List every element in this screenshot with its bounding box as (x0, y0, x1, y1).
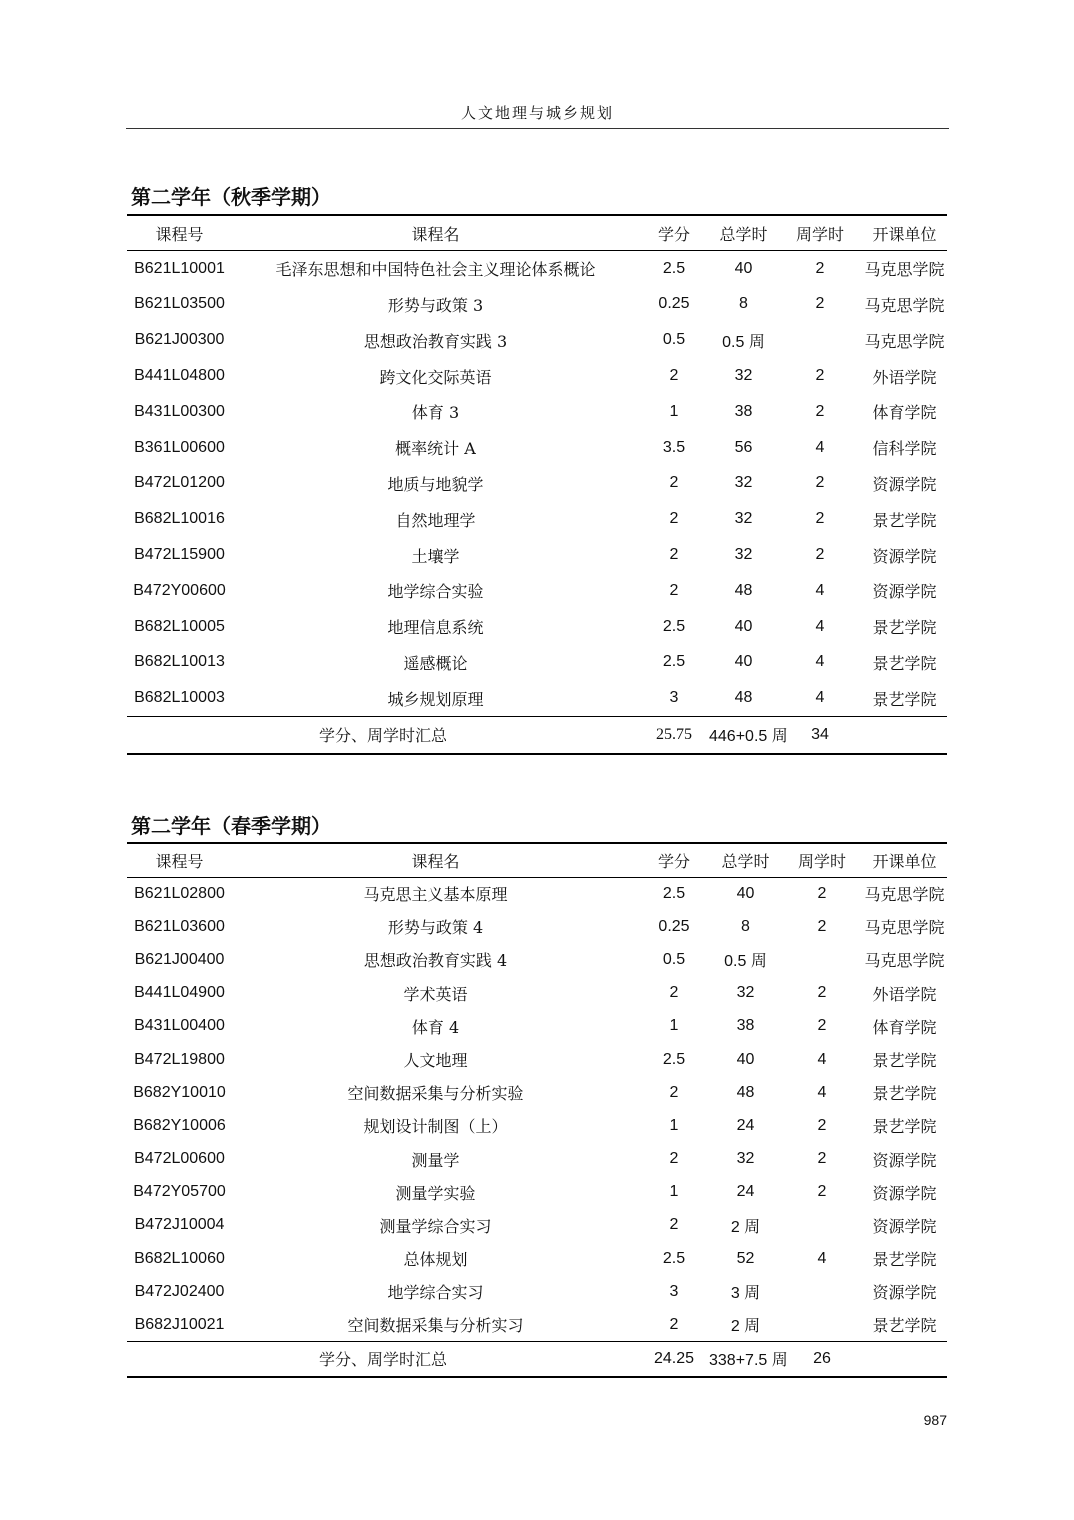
cell-weekly-hours (782, 943, 862, 976)
column-header-credits: 学分 (657, 851, 690, 871)
cell-course-code: B682Y10006 (133, 1116, 226, 1134)
cell-weekly-hours: 2 (817, 884, 827, 902)
cell-course-code: B472J02400 (134, 1282, 225, 1300)
column-header-weekly-hours: 周学时 (797, 851, 846, 871)
table-row (127, 1076, 947, 1109)
cell-total-hours: 8 (739, 295, 748, 313)
cell-total-hours: 32 (734, 546, 753, 564)
cell-department: 马克思学院 (864, 295, 945, 315)
table-header-row (127, 843, 947, 877)
table-row (127, 251, 947, 287)
course-table-spring (127, 842, 947, 1378)
cell-department: 外语学院 (872, 984, 937, 1004)
cell-credits: 2 (669, 1216, 679, 1234)
total-weekly-hours: 26 (813, 1349, 831, 1367)
cell-course-name: 地质与地貌学 (387, 474, 484, 494)
cell-total-hours: 38 (734, 402, 753, 420)
table-row (127, 877, 947, 910)
cell-total-hours: 32 (734, 474, 753, 492)
cell-course-name: 空间数据采集与分析实验 (347, 1084, 524, 1104)
table-row (127, 1043, 947, 1076)
cell-department: 景艺学院 (872, 689, 937, 709)
cell-course-name: 思想政治教育实践 3 (363, 331, 508, 351)
cell-department: 马克思学院 (864, 885, 945, 905)
cell-course-name: 学术英语 (403, 984, 468, 1004)
column-header-credits: 学分 (657, 224, 690, 244)
section-title-spring: 第二学年（春季学期） (131, 814, 331, 838)
cell-credits: 2 (669, 367, 679, 385)
cell-credits: 0.5 (662, 950, 686, 968)
cell-credits: 2.5 (662, 1050, 686, 1068)
cell-course-name: 空间数据采集与分析实习 (347, 1316, 524, 1336)
cell-credits: 2 (669, 1315, 679, 1333)
cell-total-hours: 48 (734, 689, 753, 706)
table-row (127, 910, 947, 943)
cell-department: 马克思学院 (864, 260, 945, 280)
course-table-autumn (127, 214, 947, 755)
cell-department: 景艺学院 (872, 1316, 937, 1336)
column-header-course-name: 课程名 (411, 224, 460, 244)
cell-course-code: B682L10013 (134, 653, 225, 671)
column-header-department: 开课单位 (872, 851, 937, 871)
total-credits: 25.75 (656, 725, 692, 743)
cell-total-hours: 8 (741, 917, 750, 935)
cell-weekly-hours: 4 (815, 438, 825, 456)
cell-weekly-hours: 4 (815, 689, 825, 706)
cell-total-hours: 32 (736, 984, 755, 1002)
cell-weekly-hours: 2 (817, 984, 827, 1002)
cell-credits: 0.25 (658, 295, 690, 313)
cell-weekly-hours: 4 (815, 581, 825, 599)
cell-department: 景艺学院 (872, 1051, 937, 1071)
total-label: 学分、周学时汇总 (318, 1350, 447, 1370)
column-header-total-hours: 总学时 (719, 224, 768, 244)
table-row (127, 287, 947, 323)
cell-department: 体育学院 (872, 1017, 937, 1037)
table-row (127, 1143, 947, 1176)
cell-weekly-hours: 4 (817, 1249, 827, 1267)
cell-course-name: 测量学综合实习 (379, 1216, 492, 1236)
cell-total-hours: 38 (736, 1017, 755, 1035)
table-row (127, 1209, 947, 1242)
cell-course-code: B441L04900 (134, 984, 225, 1002)
total-row (127, 1342, 947, 1377)
table-row (127, 977, 947, 1010)
column-header-course-name: 课程名 (411, 851, 460, 871)
cell-total-hours: 0.5 周 (722, 333, 765, 351)
table-row (127, 466, 947, 502)
cell-credits: 2 (669, 546, 679, 564)
column-header-course-code: 课程号 (155, 851, 204, 871)
cell-credits: 1 (669, 1017, 679, 1035)
cell-course-code: B472L00600 (134, 1150, 225, 1168)
total-department (862, 716, 947, 754)
table-header-row (127, 215, 947, 251)
table-row (127, 430, 947, 466)
page-header: 人文地理与城乡规划 (126, 102, 949, 129)
cell-course-code: B621L03600 (134, 917, 225, 935)
cell-weekly-hours: 4 (817, 1050, 827, 1068)
cell-department: 资源学院 (872, 582, 937, 602)
cell-course-code: B682L10016 (134, 510, 225, 528)
table-row (127, 358, 947, 394)
cell-course-name: 地学综合实习 (387, 1283, 484, 1303)
cell-course-name: 地学综合实验 (387, 582, 484, 602)
cell-total-hours: 52 (736, 1249, 755, 1267)
cell-credits: 0.25 (658, 917, 690, 935)
cell-course-name: 概率统计 A (395, 439, 476, 459)
cell-course-code: B682Y10010 (133, 1083, 226, 1101)
cell-total-hours: 24 (736, 1183, 755, 1201)
cell-weekly-hours: 2 (815, 546, 825, 564)
cell-department: 资源学院 (872, 1150, 937, 1170)
cell-department: 外语学院 (872, 367, 937, 387)
cell-credits: 0.5 (662, 331, 686, 349)
cell-credits: 1 (669, 402, 679, 420)
cell-course-name: 土壤学 (411, 546, 460, 566)
cell-course-code: B472L15900 (134, 546, 225, 564)
cell-weekly-hours: 2 (817, 1017, 827, 1035)
cell-weekly-hours: 2 (817, 1183, 827, 1201)
table-row (127, 680, 947, 716)
table-row (127, 1242, 947, 1275)
cell-course-name: 测量学 (411, 1150, 460, 1170)
cell-weekly-hours: 4 (815, 617, 825, 635)
table-row (127, 1010, 947, 1043)
cell-department: 资源学院 (872, 1283, 937, 1303)
cell-course-name: 地理信息系统 (387, 618, 484, 638)
table-row (127, 501, 947, 537)
cell-total-hours: 40 (734, 653, 753, 671)
total-label: 学分、周学时汇总 (318, 726, 447, 746)
cell-total-hours: 40 (736, 884, 755, 902)
cell-credits: 2.5 (662, 617, 686, 635)
cell-total-hours: 32 (734, 367, 753, 385)
cell-department: 资源学院 (872, 1183, 937, 1203)
table-row (127, 1109, 947, 1142)
cell-course-code: B441L04800 (134, 367, 225, 385)
cell-department: 景艺学院 (872, 653, 937, 673)
cell-total-hours: 3 周 (730, 1285, 761, 1303)
cell-course-code: B472Y00600 (133, 581, 226, 599)
cell-department: 资源学院 (872, 1216, 937, 1236)
cell-course-code: B621L02800 (134, 884, 225, 902)
cell-total-hours: 40 (734, 617, 753, 635)
cell-course-code: B621L03500 (134, 295, 225, 313)
cell-weekly-hours: 2 (815, 510, 825, 528)
cell-course-name: 城乡规划原理 (387, 689, 484, 709)
table-row (127, 1275, 947, 1308)
column-header-department: 开课单位 (872, 224, 937, 244)
cell-weekly-hours (782, 1308, 862, 1341)
cell-department: 信科学院 (872, 439, 937, 459)
cell-total-hours: 56 (734, 438, 753, 456)
cell-course-name: 体育 4 (411, 1017, 460, 1037)
cell-credits: 2.5 (662, 653, 686, 671)
cell-weekly-hours: 4 (815, 653, 825, 671)
table-row (127, 943, 947, 976)
table-row (127, 1176, 947, 1209)
cell-course-code: B682L10060 (134, 1249, 225, 1267)
cell-course-code: B682L10005 (134, 617, 225, 635)
total-weekly-hours: 34 (811, 725, 829, 743)
table-body (127, 251, 947, 716)
cell-credits: 2 (669, 581, 679, 599)
cell-total-hours: 24 (736, 1116, 755, 1134)
column-header-course-code: 课程号 (155, 224, 204, 244)
cell-course-code: B472L19800 (134, 1050, 225, 1068)
cell-course-code: B621L10001 (134, 259, 225, 277)
cell-course-name: 跨文化交际英语 (379, 367, 492, 387)
total-hours: 338+7.5 周 (709, 1352, 788, 1370)
cell-credits: 3 (669, 689, 679, 706)
cell-weekly-hours: 2 (815, 295, 825, 313)
cell-department: 马克思学院 (864, 918, 945, 938)
table-row (127, 573, 947, 609)
cell-total-hours: 48 (734, 581, 753, 599)
cell-total-hours: 48 (736, 1083, 755, 1101)
table-row (127, 537, 947, 573)
cell-course-name: 总体规划 (403, 1250, 468, 1270)
cell-credits: 3.5 (662, 438, 686, 456)
cell-department: 资源学院 (872, 546, 937, 566)
cell-total-hours: 32 (736, 1150, 755, 1168)
cell-course-name: 毛泽东思想和中国特色社会主义理论体系概论 (275, 260, 596, 280)
cell-course-code: B621J00300 (134, 331, 225, 349)
cell-weekly-hours: 2 (815, 259, 825, 277)
table-row (127, 1308, 947, 1341)
cell-department: 体育学院 (872, 403, 937, 423)
cell-weekly-hours: 2 (815, 474, 825, 492)
cell-course-code: B361L00600 (134, 438, 225, 456)
cell-weekly-hours (778, 322, 862, 358)
cell-credits: 2.5 (662, 1249, 686, 1267)
cell-weekly-hours: 2 (817, 1150, 827, 1168)
cell-total-hours: 40 (734, 259, 753, 277)
cell-course-code: B621J00400 (134, 950, 225, 968)
table-row (127, 322, 947, 358)
total-department (862, 1342, 947, 1377)
table-row (127, 609, 947, 645)
cell-credits: 1 (669, 1116, 679, 1134)
cell-weekly-hours: 4 (817, 1083, 827, 1101)
cell-credits: 2 (669, 1083, 679, 1101)
cell-department: 马克思学院 (864, 951, 945, 971)
cell-weekly-hours: 2 (817, 1116, 827, 1134)
cell-department: 景艺学院 (872, 1084, 937, 1104)
section-title-autumn: 第二学年（秋季学期） (131, 185, 331, 209)
cell-weekly-hours: 2 (817, 917, 827, 935)
cell-department: 景艺学院 (872, 618, 937, 638)
cell-weekly-hours: 2 (815, 402, 825, 420)
cell-course-name: 遥感概论 (403, 653, 468, 673)
cell-course-name: 形势与政策 3 (387, 295, 484, 315)
cell-credits: 2 (669, 984, 679, 1002)
cell-credits: 2 (669, 474, 679, 492)
cell-total-hours: 2 周 (730, 1218, 761, 1236)
cell-department: 景艺学院 (872, 510, 937, 530)
cell-department: 马克思学院 (864, 331, 945, 351)
cell-course-code: B472Y05700 (133, 1183, 226, 1201)
cell-course-code: B472J10004 (134, 1216, 225, 1234)
cell-total-hours: 40 (736, 1050, 755, 1068)
cell-department: 景艺学院 (872, 1117, 937, 1137)
cell-course-name: 规划设计制图（上） (363, 1117, 508, 1137)
cell-total-hours: 32 (734, 510, 753, 528)
total-row (127, 716, 947, 754)
cell-course-name: 人文地理 (403, 1051, 468, 1071)
cell-weekly-hours: 2 (815, 367, 825, 385)
cell-course-code: B431L00300 (134, 402, 225, 420)
cell-weekly-hours (782, 1275, 862, 1308)
cell-credits: 3 (669, 1282, 679, 1300)
cell-credits: 1 (669, 1183, 679, 1201)
cell-department: 资源学院 (872, 474, 937, 494)
table-body (127, 877, 947, 1342)
cell-course-name: 体育 3 (411, 403, 460, 423)
cell-course-code: B472L01200 (134, 474, 225, 492)
total-hours: 446+0.5 周 (709, 728, 788, 746)
cell-credits: 2 (669, 510, 679, 528)
table-row (127, 645, 947, 681)
cell-credits: 2 (669, 1150, 679, 1168)
cell-course-code: B682L10003 (134, 689, 225, 706)
column-header-total-hours: 总学时 (721, 851, 770, 871)
cell-course-name: 形势与政策 4 (387, 918, 484, 938)
cell-credits: 2.5 (662, 259, 686, 277)
cell-course-name: 自然地理学 (395, 510, 476, 530)
cell-course-name: 思想政治教育实践 4 (363, 951, 508, 971)
cell-department: 景艺学院 (872, 1250, 937, 1270)
column-header-weekly-hours: 周学时 (795, 224, 844, 244)
cell-total-hours: 2 周 (730, 1318, 761, 1336)
cell-course-code: B682J10021 (134, 1315, 225, 1333)
cell-course-name: 马克思主义基本原理 (363, 885, 508, 905)
page-number: 987 (923, 1412, 947, 1428)
total-credits: 24.25 (653, 1349, 695, 1367)
cell-weekly-hours (782, 1209, 862, 1242)
cell-course-code: B431L00400 (134, 1017, 225, 1035)
cell-total-hours: 0.5 周 (724, 953, 767, 971)
cell-course-name: 测量学实验 (395, 1183, 476, 1203)
table-row (127, 394, 947, 430)
cell-credits: 2.5 (662, 884, 686, 902)
